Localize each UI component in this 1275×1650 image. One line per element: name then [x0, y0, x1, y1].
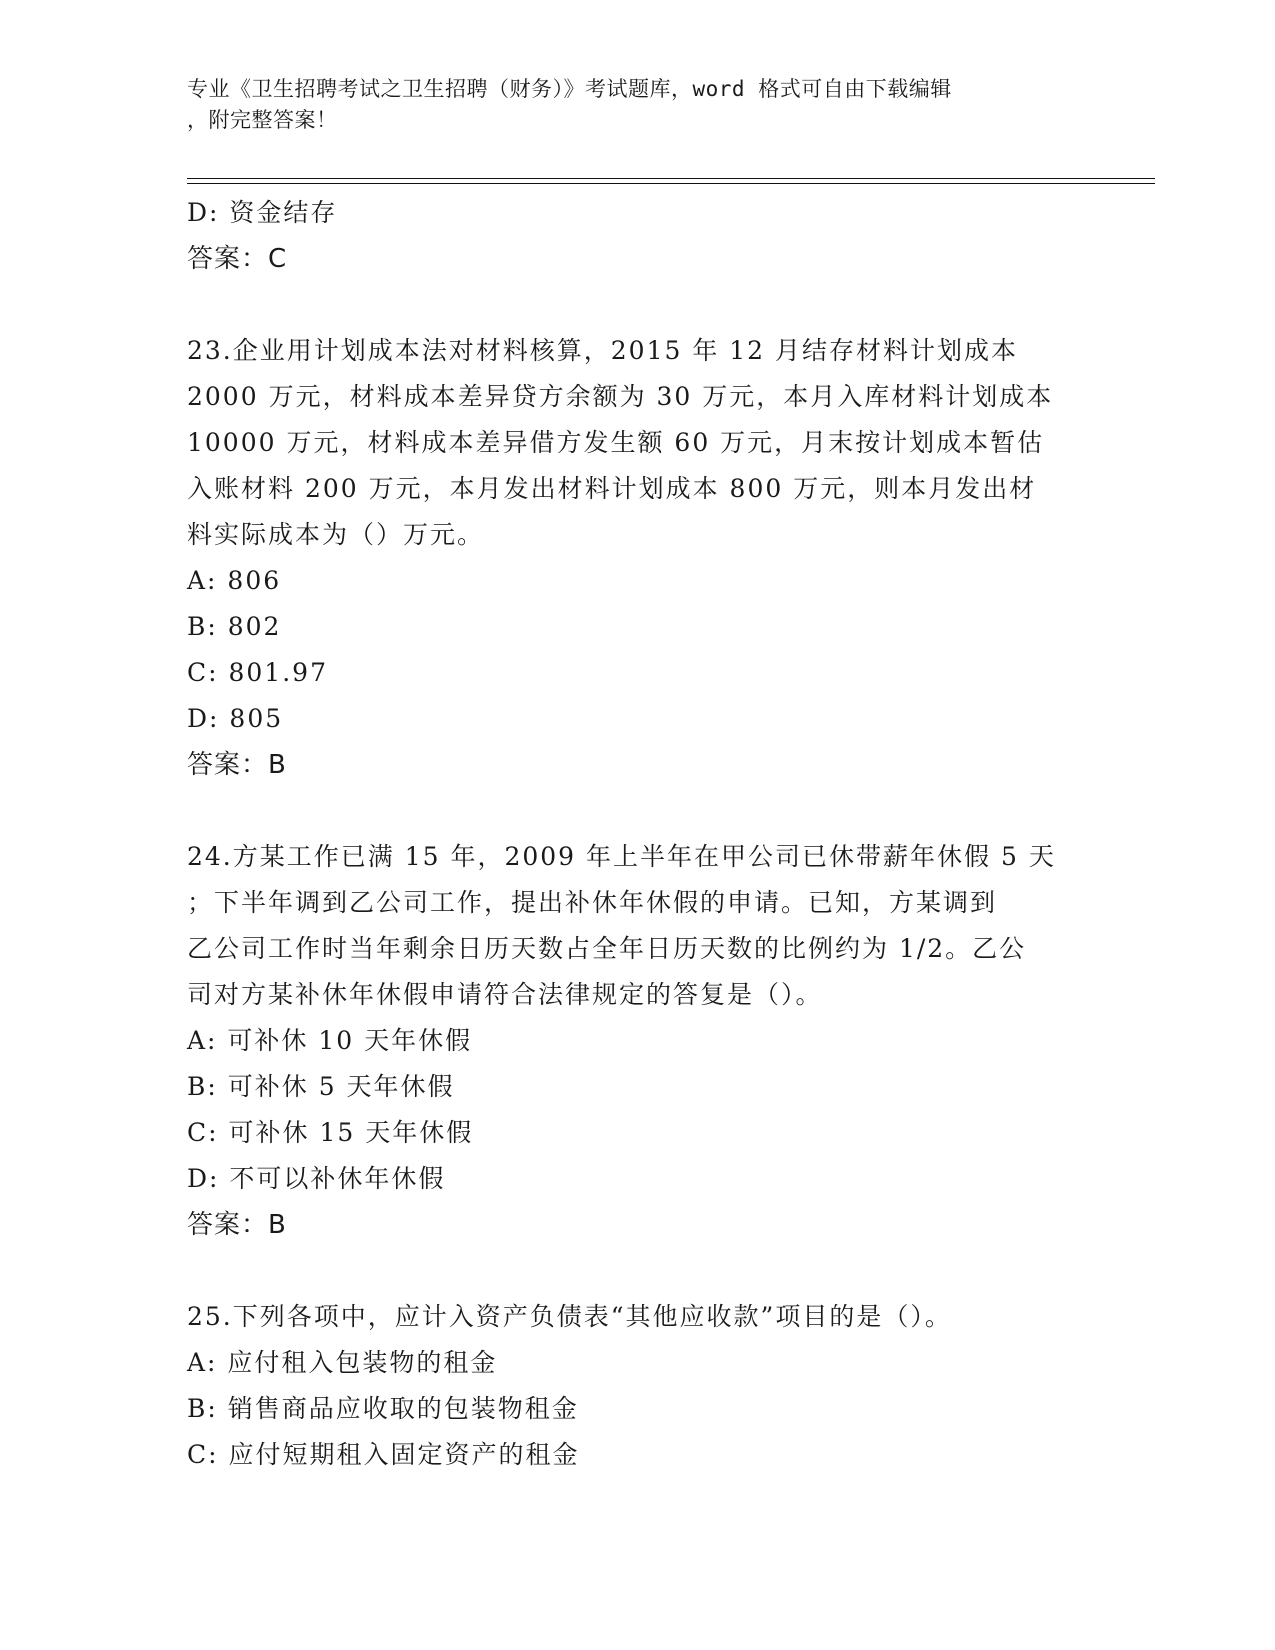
q23-option-c: C: 801.97	[187, 658, 328, 687]
q23-option-d: D: 805	[187, 704, 284, 733]
q24-text-line: 乙公司工作时当年剩余日历天数占全年日历天数的比例约为 1/2。乙公	[187, 934, 1027, 963]
q24-text-line: 司对方某补休年休假申请符合法律规定的答复是（）。	[187, 980, 823, 1009]
q23-text-line: 料实际成本为（）万元。	[187, 520, 485, 549]
q23-text-line: 10000 万元，材料成本差异借方发生额 60 万元，月末按计划成本暂估	[187, 428, 1045, 457]
q24-text-line: 24.方某工作已满 15 年，2009 年上半年在甲公司已休带薪年休假 5 天	[187, 842, 1056, 871]
question-23	[187, 328, 1087, 788]
prev-answer: 答案：C	[187, 244, 288, 274]
q23-option-b: B: 802	[187, 612, 282, 641]
q24-option-a: A: 可补休 10 天年休假	[187, 1026, 473, 1055]
q23-answer: 答案：B	[187, 750, 287, 780]
q25-option-c: C: 应付短期租入固定资产的租金	[187, 1440, 580, 1469]
header-divider-top	[187, 178, 1155, 179]
q24-option-d: D: 不可以补休年休假	[187, 1164, 446, 1193]
question-25	[187, 1294, 1087, 1478]
q24-answer: 答案：B	[187, 1210, 287, 1240]
q25-option-a: A: 应付租入包装物的租金	[187, 1348, 498, 1377]
question-content	[187, 190, 1087, 1478]
q23-text-line: 23.企业用计划成本法对材料核算，2015 年 12 月结存材料计划成本	[187, 336, 1019, 365]
q23-text-line: 入账材料 200 万元，本月发出材料计划成本 800 万元，则本月发出材	[187, 474, 1037, 503]
q24-text-line: ；下半年调到乙公司工作，提出补休年休假的申请。已知，方某调到	[187, 888, 998, 917]
q24-option-c: C: 可补休 15 天年休假	[187, 1118, 474, 1147]
header-line-1: 专业《卫生招聘考试之卫生招聘（财务）》考试题库，word 格式可自由下载编辑	[187, 77, 952, 101]
q24-option-b: B: 可补休 5 天年休假	[187, 1072, 455, 1101]
header-line-2: ，附完整答案！	[187, 108, 338, 132]
document-header	[187, 74, 1087, 136]
q25-text-line: 25.下列各项中，应计入资产负债表“其他应收款”项目的是（）。	[187, 1302, 952, 1331]
question-24	[187, 834, 1087, 1248]
q23-option-a: A: 806	[187, 566, 282, 595]
prev-option-d: D: 资金结存	[187, 198, 338, 227]
q25-option-b: B: 销售商品应收取的包装物租金	[187, 1394, 579, 1423]
q23-text-line: 2000 万元，材料成本差异贷方余额为 30 万元，本月入库材料计划成本	[187, 382, 1054, 411]
header-divider-bottom	[187, 183, 1155, 184]
